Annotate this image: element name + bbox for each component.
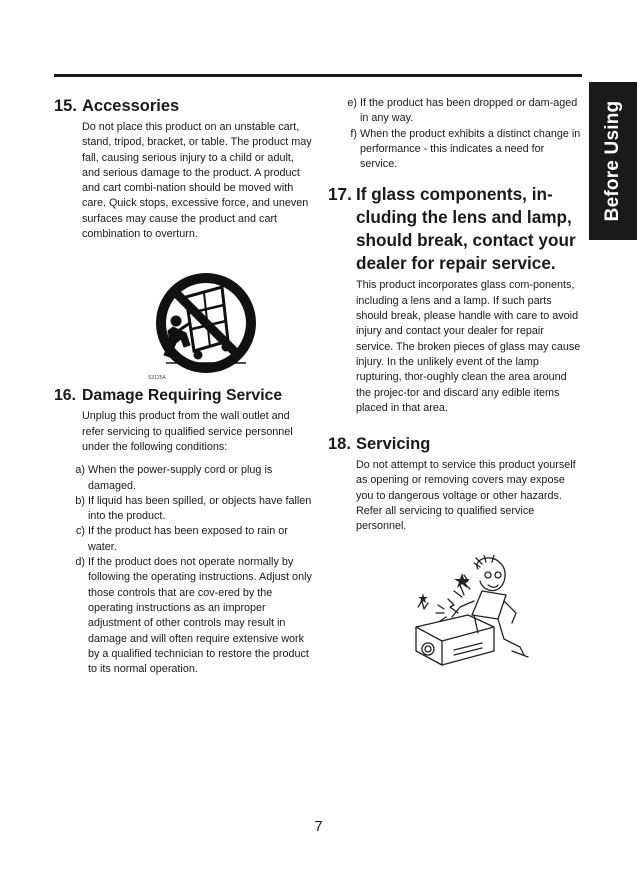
list-text: If the product does not operate normally by following the operating instructions. Adjust only those controls that are cov-ered by the operating instructions as an improper adjustment of other controls may result in damage and will often require extensive work by a qualified technician to restore the product to its normal operation. — [88, 556, 312, 676]
list-marker: d) — [75, 556, 85, 569]
illustration-code: S3125A — [148, 375, 166, 381]
list-marker: c) — [76, 525, 85, 538]
section-servicing — [328, 434, 584, 534]
list-item — [54, 555, 312, 677]
section-number: 16. — [54, 387, 76, 405]
list-marker: f) — [350, 127, 357, 140]
section-number: 18. — [328, 435, 351, 454]
list-item — [54, 463, 312, 494]
list-item — [328, 96, 584, 127]
section-title: Accessories — [82, 97, 180, 115]
list-text: If liquid has been spilled, or objects have fallen into the product. — [88, 494, 312, 523]
list-text: When the product exhibits a distinct change in performance - this indicates a need for service. — [360, 127, 581, 171]
section-title: If glass components, in-cluding the lens and lamp, should break, contact your dealer for repair service. — [356, 184, 576, 274]
section-body: This product incorporates glass com-ponents, including a lens and a lamp. If such parts should break, please handle with care to avoid injury and contact your dealer for repair service. The broken pieces of glass may cause injury. In the unlikely event of the lamp rupturing, thor-oughly clean the area around the projec-tor and discard any edible items placed in that area. — [356, 279, 581, 414]
section-title: Damage Requiring Service — [82, 387, 283, 405]
section-body: Unplug this product from the wall outlet and refer servicing to qualified service personnel under the following conditions: — [82, 410, 293, 453]
section-accessories — [54, 96, 312, 242]
top-rule — [54, 74, 582, 77]
section-heading — [328, 183, 584, 275]
list-text: If the product has been dropped or dam-aged in any way. — [360, 97, 578, 125]
section-tab — [589, 82, 637, 240]
right-column — [328, 96, 584, 535]
list-text: When the power-supply cord or plug is damaged. — [88, 464, 273, 492]
section-title: Servicing — [356, 435, 431, 454]
section-number: 15. — [54, 97, 77, 115]
section-heading — [328, 434, 584, 455]
section-body: Do not attempt to service this product yourself as opening or removing covers may expose you to dangerous voltage or other hazards. Refer all servicing to qualified service personnel. — [356, 459, 576, 533]
section-heading — [54, 96, 312, 117]
section-glass-components — [328, 183, 584, 416]
section-tab-label: Before Using — [602, 100, 623, 222]
condition-list-continued — [328, 96, 584, 172]
section-body: Do not place this product on an unstable cart, stand, tripod, bracket, or table. The product may fall, causing serious injury to a child or adult, and serious damage to the product. A product and cart combi-nation should be moved with care. Quick stops, excessive force, and uneven surfaces may cause the product and cart combination to overturn. — [82, 121, 312, 241]
list-item — [328, 127, 584, 173]
list-item — [54, 494, 312, 525]
list-marker: a) — [75, 464, 85, 477]
left-column — [54, 96, 312, 677]
condition-list — [54, 463, 312, 677]
list-text: If the product has been exposed to rain or water. — [88, 525, 288, 553]
section-number: 17. — [328, 184, 352, 205]
section-damage-requiring-service — [54, 385, 312, 677]
electric-shock-technician-icon — [408, 555, 530, 667]
page-number: 7 — [314, 818, 323, 835]
list-item — [54, 524, 312, 555]
list-marker: e) — [347, 97, 357, 109]
section-heading — [54, 385, 312, 406]
no-cart-tipover-icon — [146, 271, 266, 383]
list-marker: b) — [75, 494, 85, 507]
